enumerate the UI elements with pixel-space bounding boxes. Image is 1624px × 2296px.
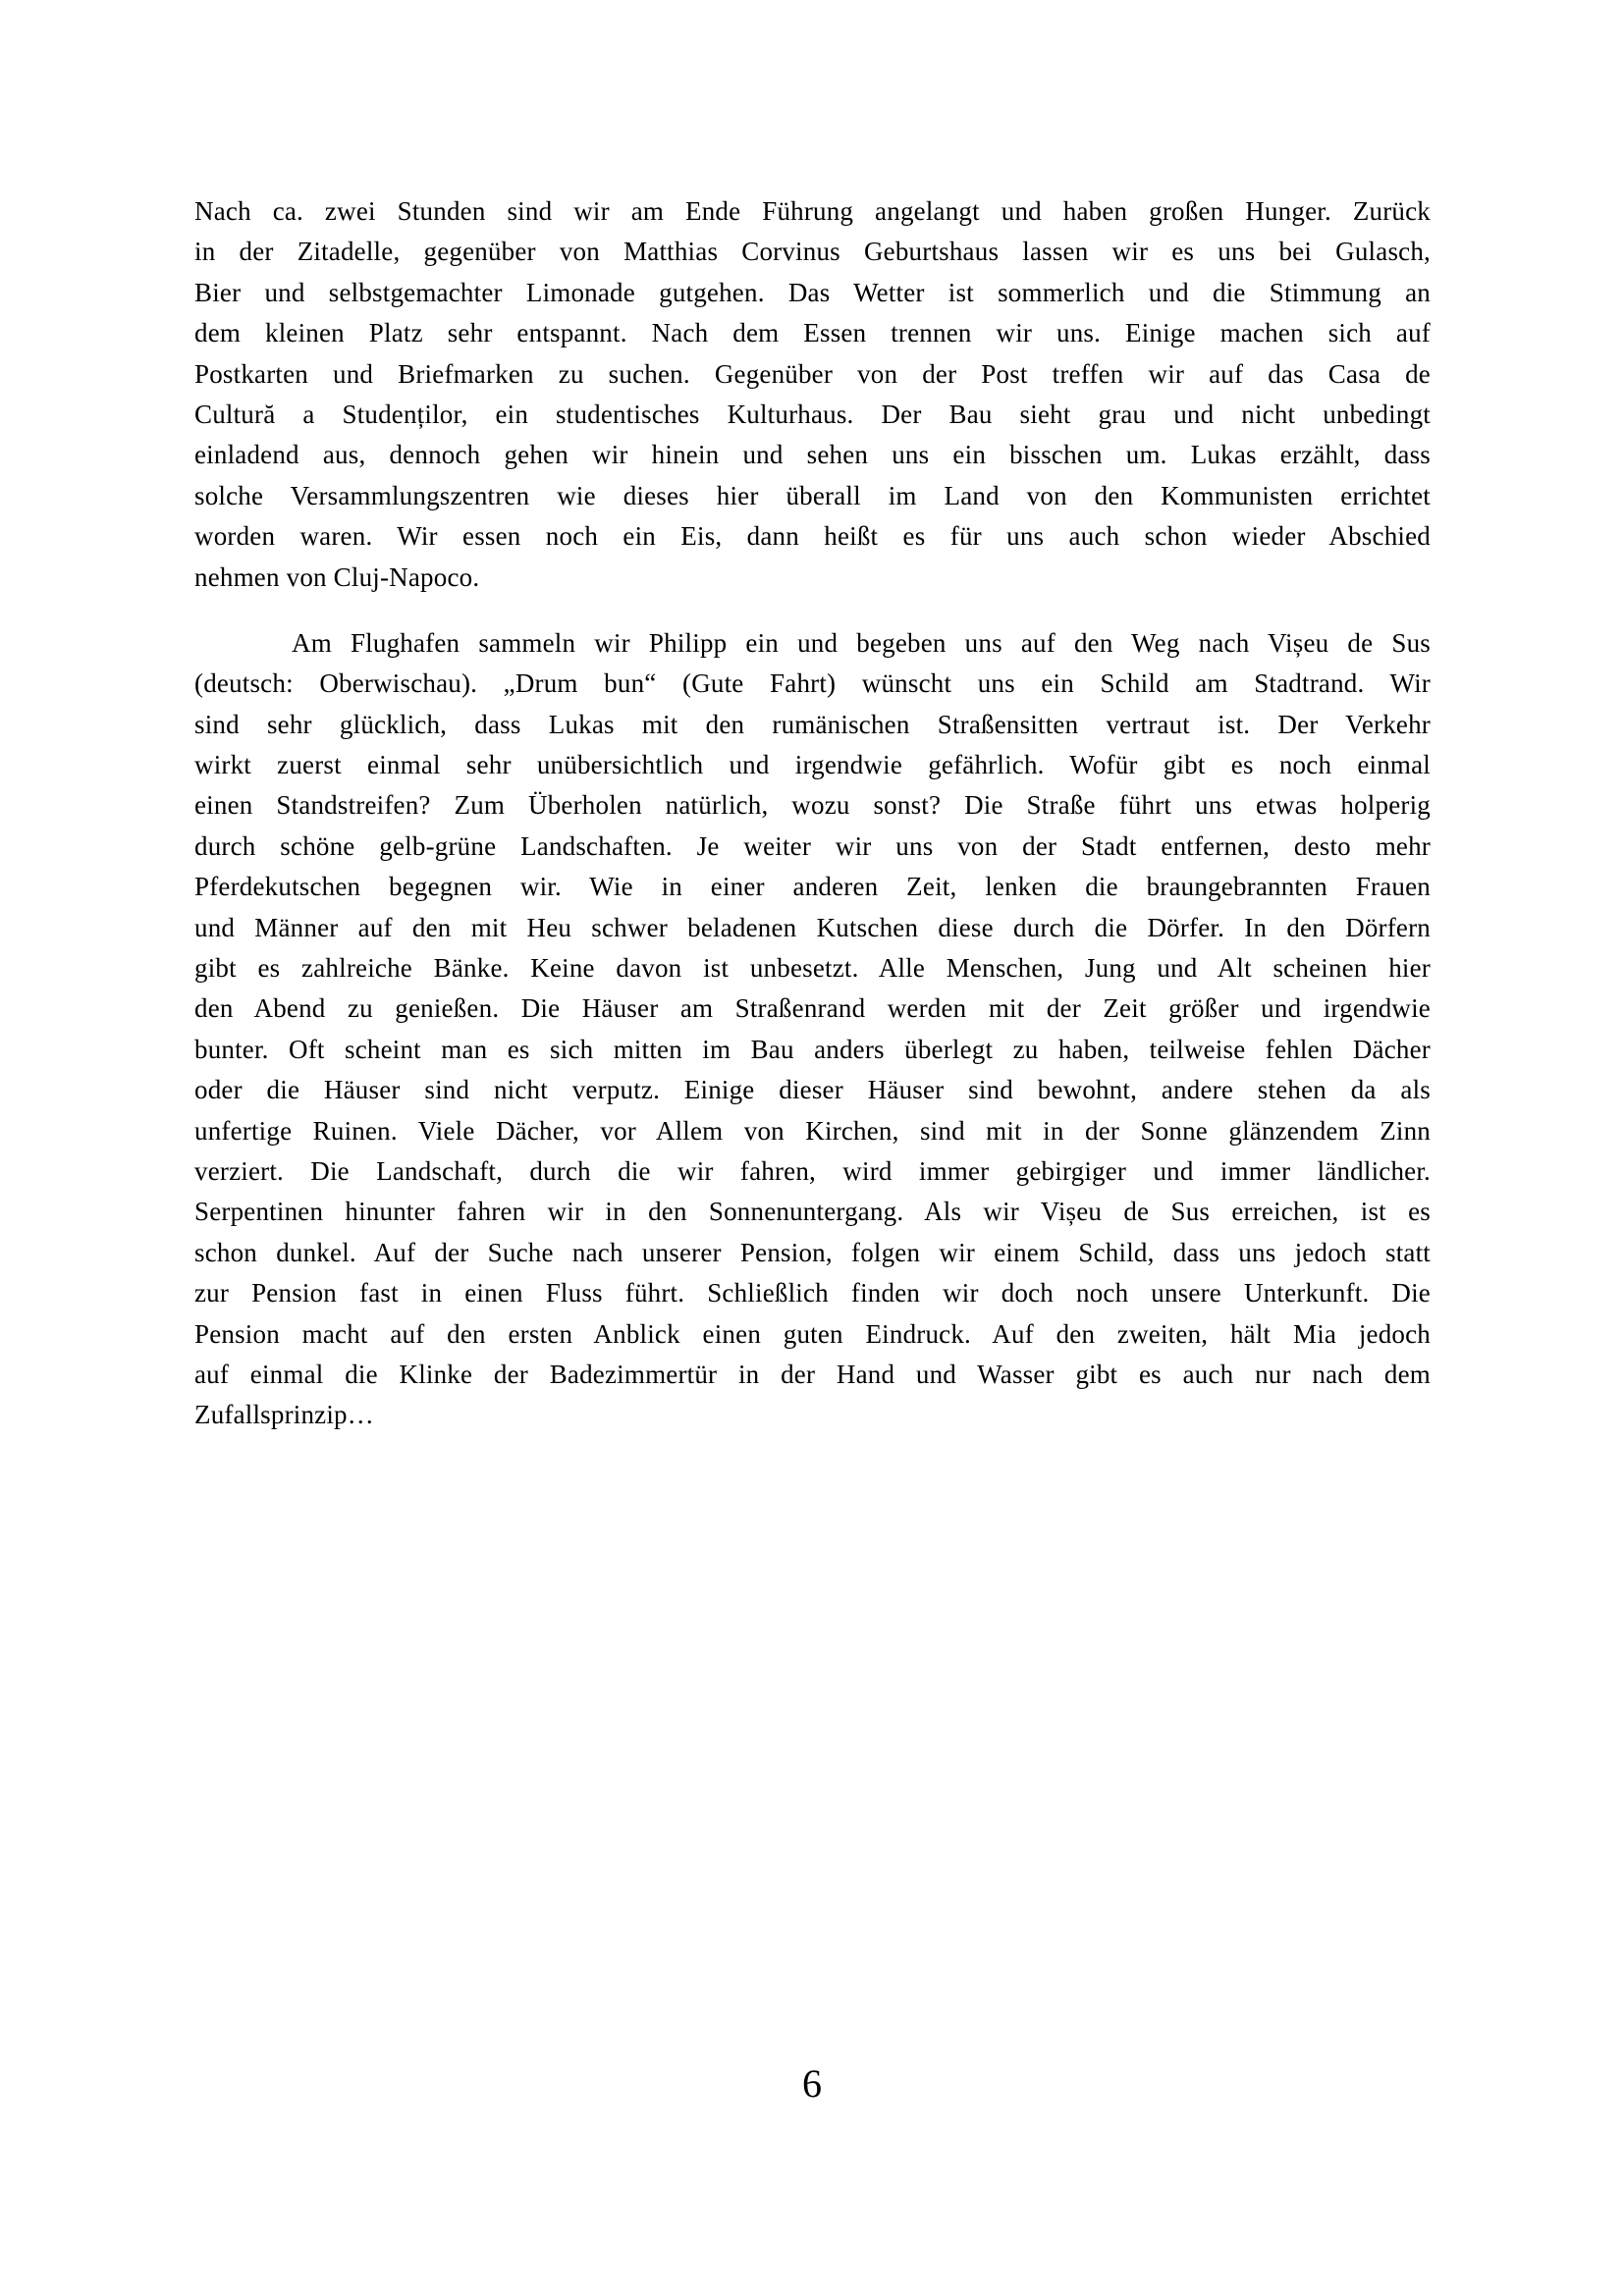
text-line: einen Standstreifen? Zum Überholen natürlich, wozu sonst? Die Straße führt uns etwas holperig (194, 790, 1431, 821)
paragraph (194, 623, 1431, 1436)
text-line: Bier und selbstgemachter Limonade gutgehen. Das Wetter ist sommerlich und die Stimmung an (194, 277, 1431, 307)
text-line: Nach ca. zwei Stunden sind wir am Ende Führung angelangt und haben großen Hunger. Zurück (194, 196, 1431, 226)
page-footer (0, 2060, 1624, 2108)
text-line: verziert. Die Landschaft, durch die wir fahren, wird immer gebirgiger und immer ländlicher. (194, 1155, 1431, 1186)
page-number: 6 (802, 2061, 822, 2106)
text-line: auf einmal die Klinke der Badezimmertür in der Hand und Wasser gibt es auch nur nach dem (194, 1359, 1431, 1389)
text-line: worden waren. Wir essen noch ein Eis, dann heißt es für uns auch schon wieder Abschied (194, 521, 1431, 552)
text-line: sind sehr glücklich, dass Lukas mit den rumänischen Straßensitten vertraut ist. Der Verkehr (194, 709, 1431, 739)
text-line: Postkarten und Briefmarken zu suchen. Gegenüber von der Post treffen wir auf das Casa de (194, 358, 1431, 389)
text-line: und Männer auf den mit Heu schwer beladenen Kutschen diese durch die Dörfer. In den Dörfern (194, 912, 1431, 942)
text-line: schon dunkel. Auf der Suche nach unserer Pension, folgen wir einem Schild, dass uns jedoch statt (194, 1237, 1431, 1267)
text-line: Cultură a Studenților, ein studentisches Kulturhaus. Der Bau sieht grau und nicht unbedingt (194, 399, 1431, 429)
text-line: in der Zitadelle, gegenüber von Matthias Corvinus Geburtshaus lassen wir es uns bei Gulasch, (194, 237, 1431, 267)
text-line: Am Flughafen sammeln wir Philipp ein und begeben uns auf den Weg nach Vișeu de Sus (292, 627, 1431, 658)
text-line: einladend aus, dennoch gehen wir hinein und sehen uns ein bisschen um. Lukas erzählt, dass (194, 440, 1431, 470)
text-line: dem kleinen Platz sehr entspannt. Nach dem Essen trennen wir uns. Einige machen sich auf (194, 318, 1431, 348)
text-line: zur Pension fast in einen Fluss führt. Schließlich finden wir doch noch unsere Unterkunft. Die (194, 1278, 1431, 1308)
text-line: unfertige Ruinen. Viele Dächer, vor Allem von Kirchen, sind mit in der Sonne glänzendem Zinn (194, 1115, 1431, 1146)
text-line: bunter. Oft scheint man es sich mitten im Bau anders überlegt zu haben, teilweise fehlen Dächer (194, 1034, 1431, 1064)
text-line: wirkt zuerst einmal sehr unübersichtlich und irgendwie gefährlich. Wofür gibt es noch einmal (194, 750, 1431, 780)
text-line: Zufallsprinzip… (194, 1400, 374, 1430)
text-line: Serpentinen hinunter fahren wir in den Sonnenuntergang. Als wir Vișeu de Sus erreichen, ist es (194, 1197, 1431, 1227)
text-line: durch schöne gelb-grüne Landschaften. Je weiter wir uns von der Stadt entfernen, desto mehr (194, 830, 1431, 861)
text-block (194, 191, 1431, 1436)
text-line: gibt es zahlreiche Bänke. Keine davon ist unbesetzt. Alle Menschen, Jung und Alt scheinen hier (194, 953, 1431, 984)
text-line: solche Versammlungszentren wie dieses hier überall im Land von den Kommunisten errichtet (194, 480, 1431, 510)
text-line: Pension macht auf den ersten Anblick einen guten Eindruck. Auf den zweiten, hält Mia jedoch (194, 1318, 1431, 1349)
text-line: oder die Häuser sind nicht verputz. Einige dieser Häuser sind bewohnt, andere stehen da als (194, 1075, 1431, 1105)
text-line: nehmen von Cluj-Napoco. (194, 561, 480, 592)
paragraph (194, 191, 1431, 598)
text-line: Pferdekutschen begegnen wir. Wie in einer anderen Zeit, lenken die braungebrannten Frauen (194, 872, 1431, 902)
text-line: den Abend zu genießen. Die Häuser am Straßenrand werden mit der Zeit größer und irgendwie (194, 993, 1431, 1024)
text-line: (deutsch: Oberwischau). „Drum bun“ (Gute Fahrt) wünscht uns ein Schild am Stadtrand. Wir (194, 668, 1431, 699)
